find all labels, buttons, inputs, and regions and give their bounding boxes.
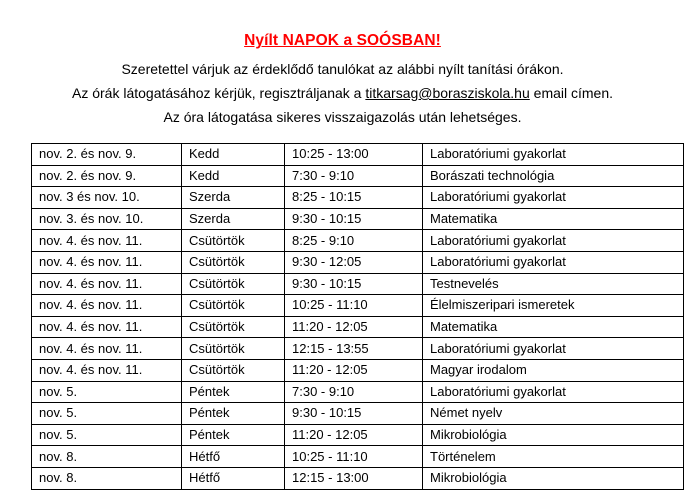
cell-subject: Laboratóriumi gyakorlat <box>423 381 684 403</box>
table-row <box>32 381 684 403</box>
cell-day: Csütörtök <box>182 316 285 338</box>
table-row <box>32 187 684 209</box>
intro-text-tail: email címen. <box>529 85 614 101</box>
cell-date: nov. 4. és nov. 11. <box>32 273 182 295</box>
cell-subject: Német nyelv <box>423 403 684 425</box>
email-address-link[interactable]: titkarsag@borasziskola.hu <box>365 85 530 101</box>
cell-date: nov. 8. <box>32 467 182 489</box>
intro-text: Az órák látogatásához kérjük, regisztráljanak a <box>71 85 366 101</box>
cell-date: nov. 4. és nov. 11. <box>32 251 182 273</box>
cell-subject: Laboratóriumi gyakorlat <box>423 187 684 209</box>
table-row <box>32 446 684 468</box>
cell-time: 8:25 - 10:15 <box>285 187 423 209</box>
cell-subject: Testnevelés <box>423 273 684 295</box>
cell-day: Csütörtök <box>182 359 285 381</box>
cell-subject: Matematika <box>423 316 684 338</box>
cell-date: nov. 4. és nov. 11. <box>32 359 182 381</box>
cell-time: 10:25 - 13:00 <box>285 144 423 166</box>
cell-subject: Történelem <box>423 446 684 468</box>
cell-time: 11:20 - 12:05 <box>285 359 423 381</box>
table-row <box>32 403 684 425</box>
cell-day: Csütörtök <box>182 230 285 252</box>
cell-day: Csütörtök <box>182 295 285 317</box>
table-row <box>32 316 684 338</box>
cell-date: nov. 3. és nov. 10. <box>32 208 182 230</box>
intro-text: Az óra látogatása sikeres visszaigazolás után lehetséges. <box>163 109 522 125</box>
table-row <box>32 359 684 381</box>
intro-line <box>0 107 685 128</box>
cell-subject: Laboratóriumi gyakorlat <box>423 230 684 252</box>
intro-line <box>0 83 685 104</box>
cell-day: Péntek <box>182 424 285 446</box>
cell-subject: Laboratóriumi gyakorlat <box>423 144 684 166</box>
cell-day: Csütörtök <box>182 273 285 295</box>
table-row <box>32 295 684 317</box>
cell-date: nov. 4. és nov. 11. <box>32 338 182 360</box>
cell-subject: Matematika <box>423 208 684 230</box>
table-row <box>32 338 684 360</box>
cell-day: Hétfő <box>182 446 285 468</box>
table-row <box>32 251 684 273</box>
cell-day: Csütörtök <box>182 251 285 273</box>
cell-date: nov. 5. <box>32 403 182 425</box>
cell-day: Péntek <box>182 403 285 425</box>
cell-time: 7:30 - 9:10 <box>285 381 423 403</box>
cell-day: Szerda <box>182 208 285 230</box>
cell-date: nov. 2. és nov. 9. <box>32 165 182 187</box>
cell-subject: Mikrobiológia <box>423 424 684 446</box>
cell-day: Szerda <box>182 187 285 209</box>
table-row <box>32 424 684 446</box>
cell-subject: Laboratóriumi gyakorlat <box>423 338 684 360</box>
cell-subject: Élelmiszeripari ismeretek <box>423 295 684 317</box>
cell-time: 11:20 - 12:05 <box>285 316 423 338</box>
cell-date: nov. 4. és nov. 11. <box>32 295 182 317</box>
table-row <box>32 273 684 295</box>
intro-text: Szeretettel várjuk az érdeklődő tanulókat az alábbi nyílt tanítási órákon. <box>121 61 564 77</box>
cell-day: Csütörtök <box>182 338 285 360</box>
intro-paragraphs <box>0 59 685 128</box>
cell-date: nov. 3 és nov. 10. <box>32 187 182 209</box>
cell-day: Péntek <box>182 381 285 403</box>
cell-time: 9:30 - 10:15 <box>285 208 423 230</box>
cell-time: 8:25 - 9:10 <box>285 230 423 252</box>
cell-date: nov. 8. <box>32 446 182 468</box>
cell-day: Kedd <box>182 144 285 166</box>
cell-date: nov. 4. és nov. 11. <box>32 316 182 338</box>
cell-time: 10:25 - 11:10 <box>285 295 423 317</box>
schedule-table <box>31 143 684 490</box>
cell-time: 7:30 - 9:10 <box>285 165 423 187</box>
cell-time: 9:30 - 10:15 <box>285 273 423 295</box>
document-header <box>0 0 685 128</box>
cell-date: nov. 4. és nov. 11. <box>32 230 182 252</box>
cell-subject: Magyar irodalom <box>423 359 684 381</box>
cell-date: nov. 5. <box>32 381 182 403</box>
cell-date: nov. 5. <box>32 424 182 446</box>
cell-date: nov. 2. és nov. 9. <box>32 144 182 166</box>
cell-subject: Borászati technológia <box>423 165 684 187</box>
cell-subject: Mikrobiológia <box>423 467 684 489</box>
cell-time: 12:15 - 13:55 <box>285 338 423 360</box>
schedule-table-container <box>31 143 651 490</box>
table-row <box>32 467 684 489</box>
intro-line <box>0 59 685 80</box>
page-title: Nyílt NAPOK a SOÓSBAN! <box>244 32 441 49</box>
cell-day: Kedd <box>182 165 285 187</box>
cell-time: 12:15 - 13:00 <box>285 467 423 489</box>
table-row <box>32 144 684 166</box>
table-row <box>32 230 684 252</box>
cell-time: 9:30 - 12:05 <box>285 251 423 273</box>
table-row <box>32 165 684 187</box>
cell-subject: Laboratóriumi gyakorlat <box>423 251 684 273</box>
cell-time: 10:25 - 11:10 <box>285 446 423 468</box>
table-row <box>32 208 684 230</box>
cell-time: 11:20 - 12:05 <box>285 424 423 446</box>
cell-time: 9:30 - 10:15 <box>285 403 423 425</box>
cell-day: Hétfő <box>182 467 285 489</box>
